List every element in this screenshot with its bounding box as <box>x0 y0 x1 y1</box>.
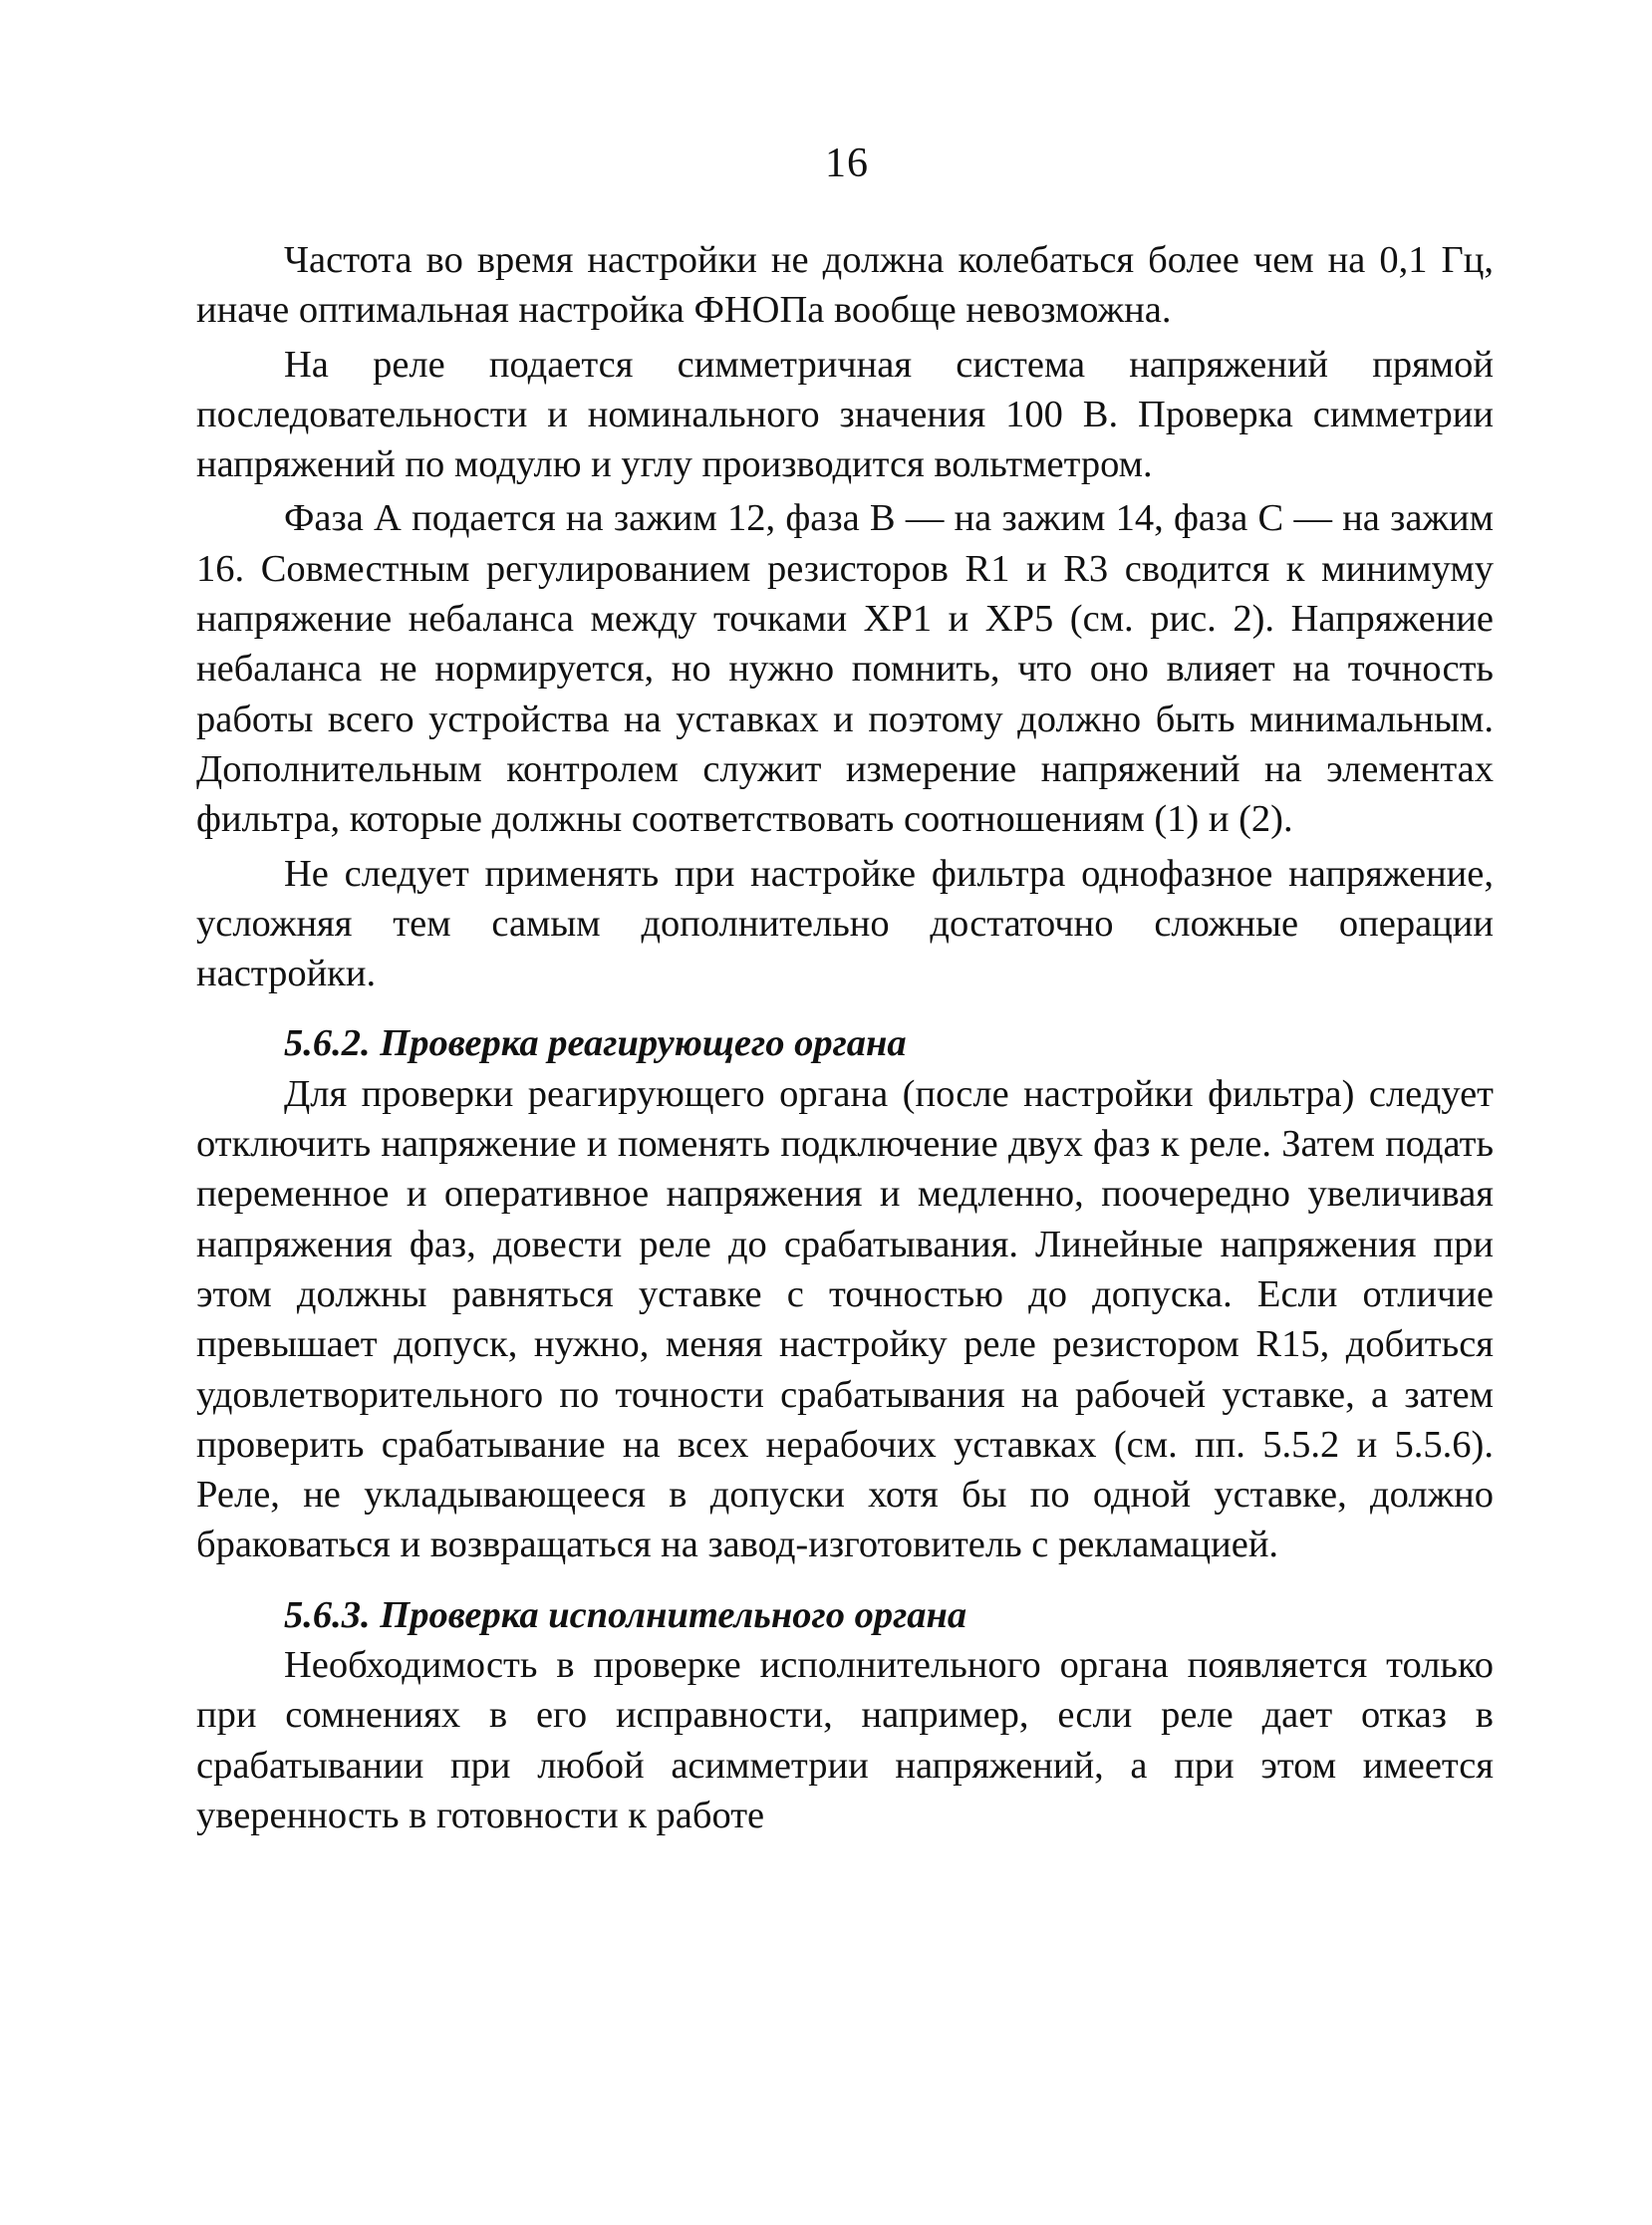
paragraph-frequency: Частота во время настройки не должна колебаться более чем на 0,1 Гц, иначе оптимальная настройка ФНОПа вообще невозможна. <box>196 239 1494 332</box>
paragraph-executive-organ: Необходимость в проверке исполнительного органа появляется только при сомнениях в его исправности, например, если реле дает отказ в срабатывании при любой асимметрии напряжений, а при этом имеется уверенность в готовности к работе <box>196 1644 1494 1836</box>
section-heading-executive-organ: 5.6.3. Проверка исполнительного органа <box>284 1593 967 1636</box>
paragraph-responding-organ: Для проверки реагирующего органа (после настройки фильтра) следует отключить напряжение и поменять подключение двух фаз к реле. Затем подать переменное и оперативное напряжения и медленно, поочередно увеличивая напряжения фаз, довести реле до срабатывания. Линейные напряжения при этом должны равняться уставке с точностью до допуска. Если отличие превышает допуск, нужно, меняя настройку реле резистором R15, добиться удовлетворительного по точности срабатывания на рабочей уставке, а затем проверить срабатывание на всех нерабочих уставках (см. пп. 5.5.2 и 5.5.6). Реле, не укладывающееся в допуски хотя бы по одной уставке, должно браковаться и возвращаться на завод-изготовитель с рекламацией. <box>196 1072 1494 1566</box>
paragraph-phase-connection: Фаза А подается на зажим 12, фаза В — на зажим 14, фаза С — на зажим 16. Совместным регулированием резисторов R1 и R3 сводится к минимуму напряжение небаланса между точками XP1 и XP5 (см. рис. 2). Напряжение небаланса не нормируется, но нужно помнить, что оно влияет на точность работы всего устройства на уставках и поэтому должно быть минимальным. Дополнительным контролем служит измерение напряжений на элементах фильтра, которые должны соответствовать соотношениям (1) и (2). <box>196 497 1494 841</box>
paragraph-single-phase-warning: Не следует применять при настройке фильтра однофазное напряжение, усложняя тем самым дополнительно достаточно сложные операции настройки. <box>196 852 1494 995</box>
paragraph-voltage-system: На реле подается симметричная система напряжений прямой последовательности и номинального значения 100 В. Проверка симметрии напряжений по модулю и углу производится вольтметром. <box>196 343 1494 486</box>
body-text <box>196 235 1494 1840</box>
page-number: 16 <box>825 140 869 186</box>
section-heading-responding-organ: 5.6.2. Проверка реагирующего органа <box>284 1022 907 1065</box>
